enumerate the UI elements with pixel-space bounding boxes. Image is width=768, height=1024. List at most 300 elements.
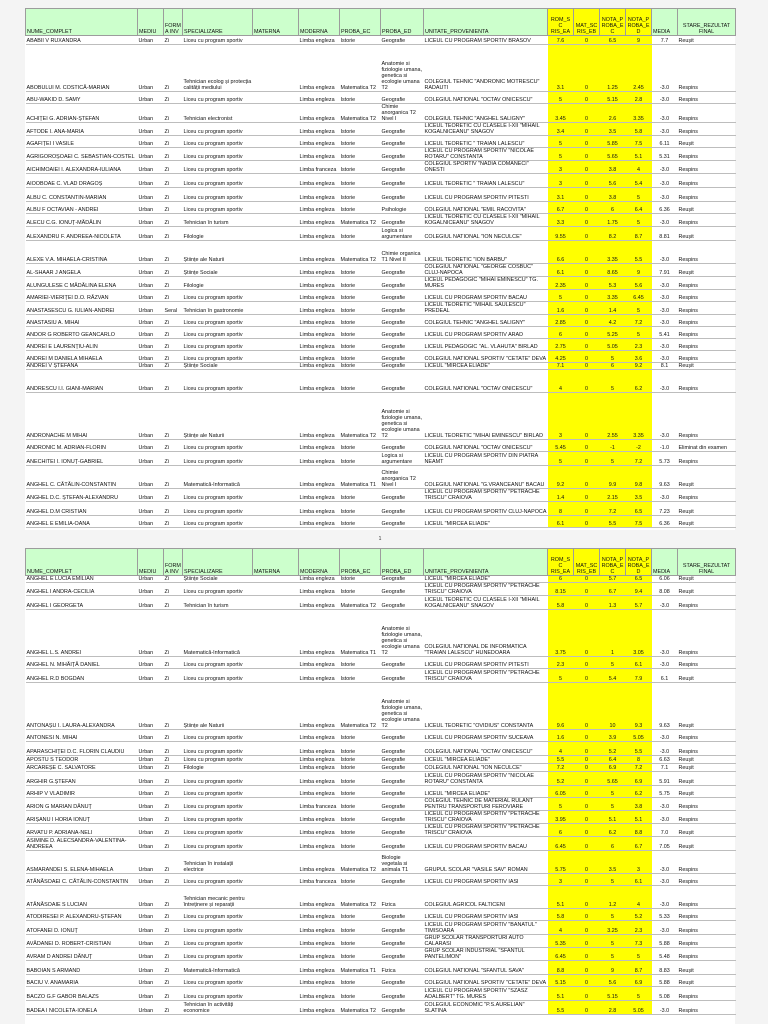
table-cell: Matematica T2 <box>340 214 381 227</box>
table-row <box>26 290 736 302</box>
table-cell: 0 <box>574 264 600 277</box>
table-cell: 0 <box>574 36 600 45</box>
table-cell: Matematica T2 <box>340 851 381 874</box>
table-cell: 3.9 <box>600 730 626 742</box>
table-cell: 0 <box>574 921 600 935</box>
table-cell: Istorie <box>340 772 381 786</box>
table-cell: Respins <box>678 909 736 921</box>
table-cell: COLEGIUL NATIONAL "ION NECULCE" <box>424 227 548 241</box>
table-cell: 7.1 <box>652 764 678 772</box>
table-cell: Geografie <box>381 92 424 104</box>
table-cell: Istorie <box>340 302 381 315</box>
column-header: MEDIU <box>138 9 164 36</box>
table-cell: 1.6 <box>548 302 574 315</box>
table-cell: Liceu cu program sportiv <box>183 315 253 327</box>
table-cell: 5.8 <box>548 909 574 921</box>
table-cell: Respins <box>678 188 736 202</box>
table-cell: 3.8 <box>626 798 652 811</box>
table-cell: 5 <box>626 302 652 315</box>
table-cell: Matematica T2 <box>340 683 381 730</box>
table-cell: Istorie <box>340 161 381 174</box>
table-cell: 5.85 <box>600 136 626 148</box>
table-cell: Reușit <box>678 669 736 683</box>
table-cell: 6 <box>548 824 574 837</box>
table-cell: 9.55 <box>548 227 574 241</box>
table-cell: Urban <box>138 935 164 948</box>
table-row <box>26 315 736 327</box>
table-cell <box>253 370 299 393</box>
table-cell: Istorie <box>340 921 381 935</box>
table-cell: Reușit <box>678 583 736 596</box>
table-cell <box>253 202 299 214</box>
table-cell: Istorie <box>340 742 381 756</box>
table-row <box>26 36 736 45</box>
table-cell: ATĂNĂSOAIE S LUCIAN <box>26 886 138 909</box>
column-header: MATERNA <box>253 9 299 36</box>
table-cell: Tehnician în turism <box>183 214 253 227</box>
table-cell: 7.05 <box>652 837 678 851</box>
table-cell: Limba franceza <box>299 798 340 811</box>
table-cell: ANGHEL R.D BOGDAN <box>26 669 138 683</box>
table-cell: -3.0 <box>652 393 678 440</box>
column-header: PROBA_ED <box>381 549 424 576</box>
table-cell: Limba engleza <box>299 596 340 610</box>
table-cell: Geografie <box>381 351 424 363</box>
table-cell: 0 <box>574 370 600 393</box>
table-cell: 0 <box>574 742 600 756</box>
table-cell: LICEUL TEORETIC " TRAIAN LALESCU" <box>424 136 548 148</box>
table-cell: 0 <box>574 764 600 772</box>
table-cell: Urban <box>138 339 164 351</box>
table-cell: Anatomie si fiziologie umana, genetica si ecologie umana T2 <box>381 393 424 440</box>
table-cell: Reușit <box>678 466 736 489</box>
table-cell: BABOIAN S ARMAND <box>26 961 138 975</box>
table-cell: Zi <box>164 772 183 786</box>
table-cell: Respins <box>678 489 736 502</box>
table-cell: Urban <box>138 161 164 174</box>
table-cell: Liceu cu program sportiv <box>183 202 253 214</box>
table-cell: 7.9 <box>626 669 652 683</box>
table-cell: Limba engleza <box>299 227 340 241</box>
table-cell: Liceu cu program sportiv <box>183 772 253 786</box>
table-cell: Liceu cu program sportiv <box>183 174 253 188</box>
table-cell: Limba engleza <box>299 452 340 466</box>
table-cell: Limba engleza <box>299 961 340 975</box>
table-cell: 5.15 <box>600 92 626 104</box>
table-cell: 5 <box>548 798 574 811</box>
table-cell: Respins <box>678 730 736 742</box>
table-cell: Istorie <box>340 174 381 188</box>
table-cell <box>253 596 299 610</box>
table-cell: 5.1 <box>548 886 574 909</box>
table-cell: LICEUL CU PROGRAM SPORTIV IASI <box>424 909 548 921</box>
table-cell: Urban <box>138 202 164 214</box>
table-cell: 3.5 <box>600 851 626 874</box>
table-cell: 6.7 <box>600 583 626 596</box>
table-cell: 5.05 <box>626 1001 652 1015</box>
table-cell: Tehnician în activități economice <box>183 1001 253 1015</box>
table-cell: Istorie <box>340 290 381 302</box>
table-cell: 0 <box>574 987 600 1001</box>
table-cell: Geografie <box>381 516 424 528</box>
table-cell: Respins <box>678 277 736 290</box>
table-cell: Respins <box>678 214 736 227</box>
table-cell: ANDRONACHE M MIHAI <box>26 393 138 440</box>
table-row <box>26 798 736 811</box>
table-cell: 5 <box>600 657 626 669</box>
table-cell: Urban <box>138 921 164 935</box>
table-cell: COLEGIUL NATIONAL SPORTIV "CETATE" DEVA <box>424 975 548 987</box>
table-cell: 5 <box>548 452 574 466</box>
table-cell: Geografie <box>381 772 424 786</box>
table-cell: Respins <box>678 174 736 188</box>
table-cell: COLEGIUL NATIONAL "OCTAV ONICESCU" <box>424 92 548 104</box>
table-cell: Urban <box>138 837 164 851</box>
table-cell: LICEUL CU PROGRAM SPORTIV "PETRACHE TRISCU" CRAIOVA <box>424 811 548 824</box>
table-cell: Liceu cu program sportiv <box>183 798 253 811</box>
table-cell: 5.75 <box>548 851 574 874</box>
table-cell: 8.08 <box>652 583 678 596</box>
table-cell: Urban <box>138 136 164 148</box>
table-cell: 5.25 <box>600 327 626 339</box>
column-header: NOTA_P ROBA_E C <box>600 549 626 576</box>
column-header: MAT_SC RIS_EB <box>574 9 600 36</box>
table-cell: ABU-WAKID D. SAMY <box>26 92 138 104</box>
table-cell <box>253 824 299 837</box>
table-cell: 2.45 <box>626 45 652 92</box>
table-cell: ARIȘANU I HORIA IONUȚ <box>26 811 138 824</box>
table-cell: 0 <box>574 1001 600 1015</box>
table-cell: Respins <box>678 315 736 327</box>
table-cell: Reușit <box>678 502 736 516</box>
table-cell <box>253 756 299 764</box>
table-cell: Istorie <box>340 227 381 241</box>
table-cell: 0 <box>574 502 600 516</box>
table-cell: Reușit <box>678 202 736 214</box>
table-cell: 3.35 <box>600 290 626 302</box>
table-cell: Urban <box>138 452 164 466</box>
table-cell: Limba franceza <box>299 874 340 886</box>
table-cell: Matematica T1 <box>340 466 381 489</box>
table-cell: 7.0 <box>652 824 678 837</box>
table-cell: LICEUL TEORETIC "OVIDIUS" CONSTANTA <box>424 683 548 730</box>
table-cell: 5.65 <box>600 148 626 161</box>
table-cell: 6.5 <box>626 502 652 516</box>
table-cell: Geografie <box>381 148 424 161</box>
table-cell: 3.05 <box>626 610 652 657</box>
table-row <box>26 886 736 909</box>
table-cell: 0 <box>574 874 600 886</box>
table-cell: APOSTU S TEODOR <box>26 756 138 764</box>
table-cell: 5 <box>600 370 626 393</box>
table-row <box>26 596 736 610</box>
table-cell: Zi <box>164 583 183 596</box>
column-header: PROBA_EC <box>340 549 381 576</box>
table-cell <box>253 302 299 315</box>
table-cell: 7.91 <box>652 264 678 277</box>
table-cell: Urban <box>138 45 164 92</box>
table-cell: 5.4 <box>600 669 626 683</box>
table-cell: Reușit <box>678 961 736 975</box>
table-cell: 3 <box>548 161 574 174</box>
table-row <box>26 466 736 489</box>
table-cell: Liceu cu program sportiv <box>183 188 253 202</box>
table-cell: Zi <box>164 489 183 502</box>
table-cell: Limba engleza <box>299 516 340 528</box>
table-cell <box>253 440 299 452</box>
table-cell: Istorie <box>340 327 381 339</box>
table-cell <box>253 921 299 935</box>
table-cell: 4.25 <box>548 351 574 363</box>
table-cell: Istorie <box>340 148 381 161</box>
table-cell: Istorie <box>340 188 381 202</box>
table-cell: AMARIEI-VIERIȚEI D.O. RĂZVAN <box>26 290 138 302</box>
table-cell: Geografie <box>381 583 424 596</box>
table-cell: Zi <box>164 136 183 148</box>
table-cell: Zi <box>164 610 183 657</box>
table-cell: Geografie <box>381 327 424 339</box>
table-cell: Istorie <box>340 798 381 811</box>
table-cell <box>253 1001 299 1015</box>
table-cell: Urban <box>138 214 164 227</box>
table-cell: 0 <box>574 214 600 227</box>
table-cell: Urban <box>138 683 164 730</box>
table-cell: 5 <box>600 798 626 811</box>
table-cell <box>253 948 299 961</box>
table-cell: BADEA I NICOLETA-IONELA <box>26 1001 138 1015</box>
table-cell: 0 <box>574 148 600 161</box>
table-cell: ANGHEL D.C. ȘTEFAN-ALEXANDRU <box>26 489 138 502</box>
table-cell: Respins <box>678 452 736 466</box>
table-cell: Liceu cu program sportiv <box>183 92 253 104</box>
table-cell: 1.75 <box>600 214 626 227</box>
table-cell: ALEXANDRU F. ANDREEA-NICOLETA <box>26 227 138 241</box>
table-cell: LICEUL CU PROGRAM SPORTIV IASI <box>424 874 548 886</box>
table-cell: LICEUL CU PROGRAM SPORTIV CLUJ-NAPOCA <box>424 502 548 516</box>
table-cell: 1.25 <box>600 45 626 92</box>
table-cell: ANASTASIU A. MIHAI <box>26 315 138 327</box>
table-cell: 8.7 <box>626 961 652 975</box>
table-row <box>26 935 736 948</box>
table-cell: 7.2 <box>626 315 652 327</box>
table-cell: GRUPUL SCOLAR "VASILE SAV" ROMAN <box>424 851 548 874</box>
table-cell: Zi <box>164 214 183 227</box>
table-cell: Urban <box>138 241 164 264</box>
table-cell: Geografie <box>381 975 424 987</box>
table-cell: Limba engleza <box>299 610 340 657</box>
table-cell: Urban <box>138 583 164 596</box>
table-cell: Urban <box>138 742 164 756</box>
table-cell: Respins <box>678 798 736 811</box>
table-cell: Științe ale Naturii <box>183 393 253 440</box>
table-row <box>26 136 736 148</box>
table-cell: 6.9 <box>600 764 626 772</box>
table-cell: Liceu cu program sportiv <box>183 987 253 1001</box>
table-row <box>26 874 736 886</box>
table-row <box>26 214 736 227</box>
table-cell: Geografie <box>381 909 424 921</box>
table-cell: LICEUL "MIRCEA ELIADE" <box>424 363 548 370</box>
table-cell: 5.2 <box>626 909 652 921</box>
table-cell: Istorie <box>340 363 381 370</box>
table-cell: 5.8 <box>626 123 652 136</box>
table-cell: Limba engleza <box>299 786 340 798</box>
table-cell: 5 <box>626 327 652 339</box>
table-cell: 2.15 <box>600 489 626 502</box>
table-cell: 5.31 <box>652 148 678 161</box>
table-cell: Zi <box>164 824 183 837</box>
table-cell: -3.0 <box>652 290 678 302</box>
table-cell: Reușit <box>678 227 736 241</box>
table-cell: Istorie <box>340 935 381 948</box>
column-header: MATERNA <box>253 549 299 576</box>
table-cell: 6.9 <box>626 975 652 987</box>
column-header: MODERNA <box>299 9 340 36</box>
table-cell: Anatomie si fiziologie umana, genetica si ecologie umana T2 <box>381 683 424 730</box>
table-row <box>26 202 736 214</box>
table-cell: COLEGIUL NATIONAL "EMIL RACOVITA" <box>424 202 548 214</box>
table-cell: Urban <box>138 798 164 811</box>
table-cell: AICHIMOAIEI I. ALEXANDRA-IULIANA <box>26 161 138 174</box>
table-cell: COLEGIUL TEHNIC "ANDRONIC MOTRESCU" RADAUTI <box>424 45 548 92</box>
table-cell <box>253 136 299 148</box>
table-cell: Științe Sociale <box>183 576 253 583</box>
table-cell: 5.1 <box>626 148 652 161</box>
table-cell: -3.0 <box>652 610 678 657</box>
table-cell: 0 <box>574 188 600 202</box>
table-cell: Științe ale Naturii <box>183 241 253 264</box>
table-cell: Respins <box>678 45 736 92</box>
table-cell: -3.0 <box>652 188 678 202</box>
column-header: UNITATE_PROVENIENTA <box>424 549 548 576</box>
table-cell: Istorie <box>340 264 381 277</box>
table-cell: Reușit <box>678 516 736 528</box>
table-cell: Urban <box>138 730 164 742</box>
table-cell: ATODIRESEI P. ALEXANDRU-ȘTEFAN <box>26 909 138 921</box>
table-row <box>26 610 736 657</box>
table-cell: 5 <box>548 148 574 161</box>
table-cell: Zi <box>164 363 183 370</box>
table-row <box>26 393 736 440</box>
table-cell: 3.8 <box>600 188 626 202</box>
table-cell: Geografie <box>381 576 424 583</box>
table-cell: Limba engleza <box>299 742 340 756</box>
table-cell: LICEUL CU PROGRAM SPORTIV ARAD <box>424 327 548 339</box>
table-cell: 4 <box>626 886 652 909</box>
table-cell: Geografie <box>381 786 424 798</box>
table-cell: GRUP SCOLAR INDUSTRIAL "SFANTUL PANTELIMON" <box>424 948 548 961</box>
table-cell <box>253 730 299 742</box>
table-cell: 7.3 <box>626 935 652 948</box>
table-cell: -3.0 <box>652 174 678 188</box>
table-cell: Geografie <box>381 742 424 756</box>
table-cell: 0 <box>574 811 600 824</box>
table-cell: LICEUL CU PROGRAM SPORTIV "PETRACHE TRISCU" CRAIOVA <box>424 489 548 502</box>
table-cell <box>253 452 299 466</box>
table-cell: -3.0 <box>652 351 678 363</box>
table-cell: Geografie <box>381 214 424 227</box>
table-cell: 6.1 <box>548 516 574 528</box>
table-cell: Liceu cu program sportiv <box>183 657 253 669</box>
table-cell: Tehnician în gastronomie <box>183 302 253 315</box>
table-cell: Zi <box>164 948 183 961</box>
table-cell: Zi <box>164 45 183 92</box>
table-cell: COLEGIUL NATIONAL DE INFORMATICA "TRAIAN LALESCU" HUNEDOARA <box>424 610 548 657</box>
table-cell: Liceu cu program sportiv <box>183 339 253 351</box>
table-cell <box>253 227 299 241</box>
table-cell: Respins <box>678 596 736 610</box>
table-cell: Istorie <box>340 756 381 764</box>
table-cell: Liceu cu program sportiv <box>183 811 253 824</box>
column-header: PROBA_ED <box>381 9 424 36</box>
table-cell: Zi <box>164 935 183 948</box>
table-cell: Limba engleza <box>299 123 340 136</box>
table-cell: Zi <box>164 241 183 264</box>
table-cell: Istorie <box>340 987 381 1001</box>
table-cell: 5.7 <box>626 596 652 610</box>
table-cell: 0 <box>574 466 600 489</box>
table-cell: Liceu cu program sportiv <box>183 327 253 339</box>
table-cell: 3.35 <box>626 104 652 123</box>
table-cell: ABABII V RUXANDRA <box>26 36 138 45</box>
table-cell: Istorie <box>340 452 381 466</box>
table-cell: Respins <box>678 851 736 874</box>
column-header: NOTA_P ROBA_E C <box>600 9 626 36</box>
table-cell: 3.3 <box>548 214 574 227</box>
table-row <box>26 583 736 596</box>
table-cell: Logica si argumentare <box>381 452 424 466</box>
table-cell <box>253 909 299 921</box>
table-cell: Urban <box>138 466 164 489</box>
table-cell: Reușit <box>678 683 736 730</box>
table-cell: Istorie <box>340 370 381 393</box>
table-cell: Zi <box>164 148 183 161</box>
table-cell: Istorie <box>340 339 381 351</box>
table-cell: Reușit <box>678 837 736 851</box>
table-cell <box>253 148 299 161</box>
table-cell: 7.2 <box>626 452 652 466</box>
table-cell: 7.2 <box>600 502 626 516</box>
table-cell: Respins <box>678 935 736 948</box>
table-cell: AGRIGOROȘOAEI C. SEBASTIAN-COSTEL <box>26 148 138 161</box>
table-cell: Geografie <box>381 811 424 824</box>
table-cell: Liceu cu program sportiv <box>183 874 253 886</box>
table-cell: 6.06 <box>652 576 678 583</box>
page-1 <box>25 8 735 542</box>
table-cell: Istorie <box>340 909 381 921</box>
table-cell: Geografie <box>381 136 424 148</box>
table-cell <box>253 657 299 669</box>
table-cell: AVRAM D ANDREI DĂNUȚ <box>26 948 138 961</box>
table-cell: Istorie <box>340 786 381 798</box>
table-cell: 9.8 <box>626 466 652 489</box>
table-cell: Limba engleza <box>299 104 340 123</box>
table-cell: Urban <box>138 188 164 202</box>
table-cell <box>253 277 299 290</box>
table-cell: Liceu cu program sportiv <box>183 136 253 148</box>
table-cell: Geografie <box>381 123 424 136</box>
table-cell: 3.35 <box>626 393 652 440</box>
table-cell: -3.0 <box>652 730 678 742</box>
table-cell: 5.8 <box>548 596 574 610</box>
table-row <box>26 909 736 921</box>
table-row <box>26 277 736 290</box>
table-row <box>26 742 736 756</box>
table-cell: 0 <box>574 786 600 798</box>
table-cell: Tehnician electronist <box>183 104 253 123</box>
table-cell: 0 <box>574 886 600 909</box>
table-cell: ANGHEL N. MIHĂIȚĂ DANIEL <box>26 657 138 669</box>
